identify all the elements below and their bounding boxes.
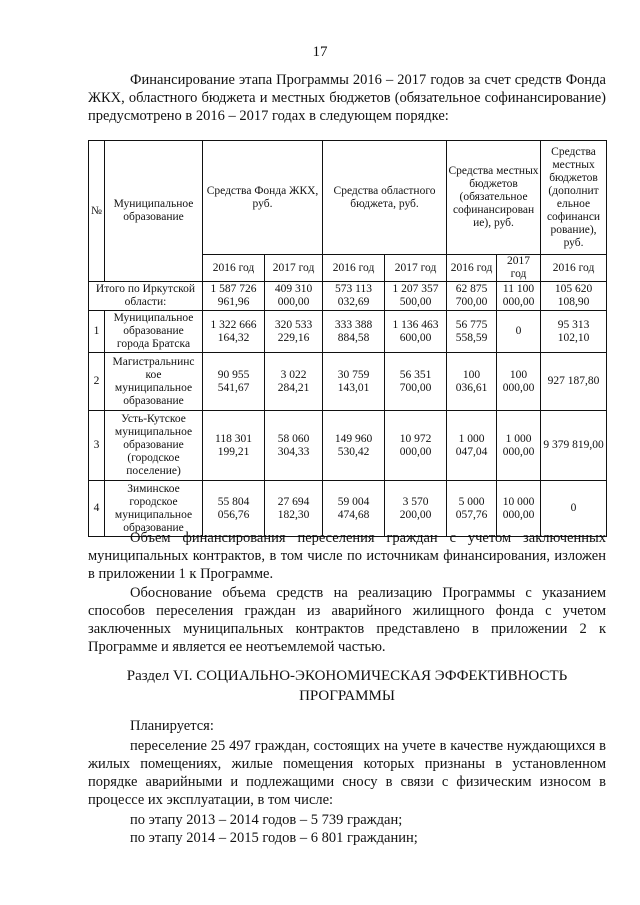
year-header: 2016 год [447, 255, 497, 282]
table-cell: 3 022 284,21 [265, 353, 323, 411]
table-cell: 0 [497, 311, 541, 353]
volume-paragraph: Объем финансирования переселения граждан с учетом заключенных муниципальных контрактов, в том числе по источникам финансирования, изложен в приложении 1 к Программе. [88, 530, 606, 582]
header-regional: Средства областного бюджета, руб. [323, 141, 447, 255]
header-local-mandatory: Средства местных бюджетов (обязательное софинансирован ие), руб. [447, 141, 541, 255]
table-cell: 56 351 700,00 [385, 353, 447, 411]
table-cell: 9 379 819,00 [541, 411, 607, 481]
header-fund: Средства Фонда ЖКХ, руб. [203, 141, 323, 255]
justification-paragraph: Обоснование объема средств на реализацию Программы с указанием способов переселения граждан из аварийного жилищного фонда с учетом заключенных муниципальных контрактов представлено в приложении 2 к Программе и является ее неотъемлемой частью. [88, 585, 606, 655]
table-cell: 927 187,80 [541, 353, 607, 411]
total-label: Итого по Иркутской области: [89, 282, 203, 311]
section-title [88, 666, 606, 706]
header-num: № [89, 141, 105, 282]
row-municipality: Муниципальное образование города Братска [105, 311, 203, 353]
table-cell: 333 388 884,58 [323, 311, 385, 353]
table-row [89, 411, 607, 481]
table-row [89, 311, 607, 353]
table-cell: 95 313 102,10 [541, 311, 607, 353]
header-municipality: Муниципальное образование [105, 141, 203, 282]
total-cell: 11 100 000,00 [497, 282, 541, 311]
table-cell: 149 960 530,42 [323, 411, 385, 481]
table-cell: 1 000 000,00 [497, 411, 541, 481]
year-header: 2016 год [203, 255, 265, 282]
table-cell: 30 759 143,01 [323, 353, 385, 411]
row-number: 1 [89, 311, 105, 353]
table-cell: 10 972 000,00 [385, 411, 447, 481]
row-municipality: Зиминское городское муниципальное образование [105, 481, 203, 537]
row-number: 4 [89, 481, 105, 537]
total-cell: 573 113 032,69 [323, 282, 385, 311]
table-cell: 100 000,00 [497, 353, 541, 411]
intro-paragraph: Финансирование этапа Программы 2016 – 2017 годов за счет средств Фонда ЖКХ, областного бюджета и местных бюджетов (обязательное софинансирование) предусмотрено в 2016 – 2017 годах в следующем порядке: [88, 72, 606, 124]
table-cell: 59 004 474,68 [323, 481, 385, 537]
table-cell: 10 000 000,00 [497, 481, 541, 537]
resettlement-paragraph: переселение 25 497 граждан, состоящих на учете в качестве нуждающихся в жилых помещениях, жилые помещения которых признаны в установленном порядке аварийными и подлежащими сносу в связи с физическим износом в процессе их эксплуатации, в том числе: [88, 738, 606, 808]
row-municipality: Магистральнинс кое муниципальное образование [105, 353, 203, 411]
table-cell: 5 000 057,76 [447, 481, 497, 537]
planned-label: Планируется: [130, 718, 214, 734]
row-municipality: Усть-Кутское муниципальное образование (городское поселение) [105, 411, 203, 481]
year-header: 2016 год [323, 255, 385, 282]
total-cell: 1 207 357 500,00 [385, 282, 447, 311]
row-number: 2 [89, 353, 105, 411]
total-cell: 105 620 108,90 [541, 282, 607, 311]
total-cell: 409 310 000,00 [265, 282, 323, 311]
table-cell: 55 804 056,76 [203, 481, 265, 537]
year-header: 2017 год [265, 255, 323, 282]
table-cell: 320 533 229,16 [265, 311, 323, 353]
table-cell: 100 036,61 [447, 353, 497, 411]
year-header: 2016 год [541, 255, 607, 282]
page-number: 17 [312, 44, 328, 60]
year-header: 2017 год [497, 255, 541, 282]
header-local-extra: Средства местных бюджетов (дополнит ельное софинанси рование), руб. [541, 141, 607, 255]
table-cell: 58 060 304,33 [265, 411, 323, 481]
total-cell: 62 875 700,00 [447, 282, 497, 311]
table-cell: 1 322 666 164,32 [203, 311, 265, 353]
stage-item: по этапу 2013 – 2014 годов – 5 739 граждан; [130, 812, 403, 828]
table-cell: 90 955 541,67 [203, 353, 265, 411]
table-cell: 1 000 047,04 [447, 411, 497, 481]
table-cell: 1 136 463 600,00 [385, 311, 447, 353]
total-row [89, 282, 607, 311]
table-cell: 27 694 182,30 [265, 481, 323, 537]
year-header: 2017 год [385, 255, 447, 282]
total-cell: 1 587 726 961,96 [203, 282, 265, 311]
table-cell: 56 775 558,59 [447, 311, 497, 353]
table-row [89, 353, 607, 411]
table-cell: 3 570 200,00 [385, 481, 447, 537]
stage-item: по этапу 2014 – 2015 годов – 6 801 гражданин; [130, 830, 418, 846]
row-number: 3 [89, 411, 105, 481]
financing-table [88, 140, 607, 537]
table-cell: 0 [541, 481, 607, 537]
table-cell: 118 301 199,21 [203, 411, 265, 481]
section-title-line-1: Раздел VI. СОЦИАЛЬНО-ЭКОНОМИЧЕСКАЯ ЭФФЕКТИВНОСТЬ [126, 668, 568, 684]
section-title-line-2: ПРОГРАММЫ [299, 688, 395, 704]
